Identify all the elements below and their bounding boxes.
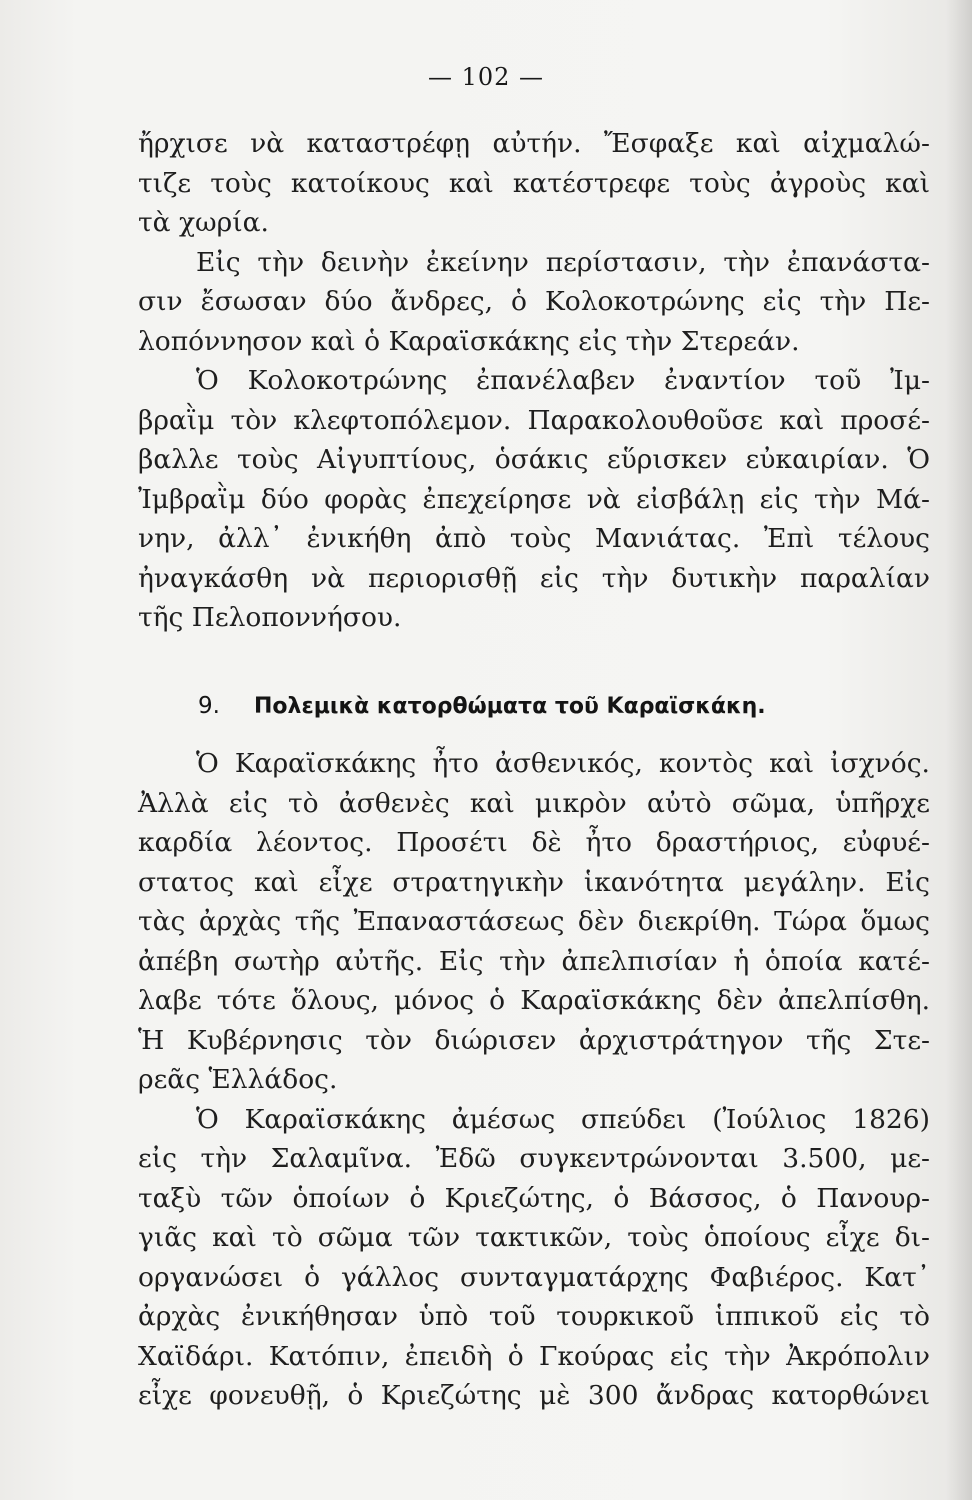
page-edge-shadow (946, 0, 972, 1500)
section-number: 9. (198, 693, 220, 719)
text-line: ἀπέβη σωτὴρ αὐτῆς. Εἰς τὴν ἀπελπισίαν ἡ ὁποία κατέ- (138, 945, 930, 977)
text-line: οργανώσει ὁ γάλλος συνταγματάρχης Φαβιέρος. Κατ᾽ (138, 1261, 930, 1293)
text-line: τὰς ἀρχὰς τῆς Ἐπαναστάσεως δὲν διεκρίθη. Τώρα ὅμως (138, 906, 930, 937)
text-line: ἠναγκάσθη νὰ περιορισθῇ εἰς τὴν δυτικὴν παραλίαν (138, 562, 930, 594)
text-line: ρεᾶς Ἑλλάδος. (138, 1064, 338, 1095)
text-line: βραῒμ τὸν κλεφτοπόλεμον. Παρακολουθοῦσε καὶ προσέ- (138, 404, 930, 436)
text-line: Χαϊδάρι. Κατόπιν, ἐπειδὴ ὁ Γκούρας εἰς τὴν Ἀκρόπολιν (138, 1340, 930, 1372)
page-number: — 102 — (427, 63, 545, 91)
text-line: Ἰμβραῒμ δύο φορὰς ἐπεχείρησε νὰ εἰσβάλῃ εἰς τὴν Μά- (138, 483, 930, 515)
text-line: Ἡ Κυβέρνησις τὸν διώρισεν ἀρχιστράτηγον τῆς Στε- (138, 1024, 930, 1056)
text-line: Εἰς τὴν δεινὴν ἐκείνην περίστασιν, τὴν ἐπανάστα- (196, 246, 930, 278)
text-line: τιζε τοὺς κατοίκους καὶ κατέστρεφε τοὺς ἀγροὺς καὶ (138, 167, 930, 199)
text-line: Ὁ Κολοκοτρώνης ἐπανέλαβεν ἐναντίον τοῦ Ἰμ- (196, 365, 930, 396)
text-line: λοπόννησον καὶ ὁ Καραϊσκάκης εἰς τὴν Στερεάν. (138, 325, 800, 357)
text-line: ἤρχισε νὰ καταστρέφῃ αὐτήν. Ἔσφαξε καὶ αἰχμαλώ- (138, 128, 930, 159)
text-line: ταξὺ τῶν ὁποίων ὁ Κριεζώτης, ὁ Βάσσος, ὁ Πανουρ- (138, 1182, 930, 1214)
section-title: Πολεμικὰ κατορθώματα τοῦ Καραϊσκάκη. (254, 694, 766, 719)
text-line: Ἀλλὰ εἰς τὸ ἀσθενὲς καὶ μικρὸν αὐτὸ σῶμα, ὑπῆρχε (138, 787, 930, 819)
text-line: Ὁ Καραϊσκάκης ἦτο ἀσθενικός, κοντὸς καὶ ἰσχνός. (196, 748, 930, 779)
text-line: ἀρχὰς ἐνικήθησαν ὑπὸ τοῦ τουρκικοῦ ἱππικοῦ εἰς τὸ (138, 1301, 930, 1332)
text-line: στατος καὶ εἶχε στρατηγικὴν ἱκανότητα μεγάλην. Εἰς (138, 866, 930, 898)
text-line: νην, ἀλλ᾽ ἐνικήθη ἀπὸ τοὺς Μανιάτας. Ἐπὶ τέλους (138, 523, 930, 554)
paragraph-block-1 (138, 124, 930, 638)
section-heading (198, 688, 898, 724)
paragraph-block-2 (138, 744, 930, 1416)
text-line: τὰ χωρία. (138, 207, 269, 238)
text-line: εἰς τὴν Σαλαμῖνα. Ἐδῶ συγκεντρώνονται 3.500, με- (138, 1143, 930, 1174)
text-line: βαλλε τοὺς Αἰγυπτίους, ὁσάκις εὕρισκεν εὐκαιρίαν. Ὁ (138, 444, 930, 475)
text-line: γιᾶς καὶ τὸ σῶμα τῶν τακτικῶν, τοὺς ὁποίους εἶχε δι- (138, 1222, 930, 1253)
text-line: σιν ἔσωσαν δύο ἄνδρες, ὁ Κολοκοτρώνης εἰς τὴν Πε- (138, 286, 930, 317)
text-line: Ὁ Καραϊσκάκης ἀμέσως σπεύδει (Ἰούλιος 1826) (196, 1103, 930, 1135)
text-line: καρδία λέοντος. Προσέτι δὲ ἦτο δραστήριος, εὐφυέ- (138, 827, 930, 858)
text-line: εἶχε φονευθῇ, ὁ Κριεζώτης μὲ 300 ἄνδρας κατορθώνει (138, 1380, 930, 1411)
text-line: τῆς Πελοποννήσου. (138, 602, 402, 633)
text-line: λαβε τότε ὅλους, μόνος ὁ Καραϊσκάκης δὲν ἀπελπίσθη. (138, 985, 930, 1016)
